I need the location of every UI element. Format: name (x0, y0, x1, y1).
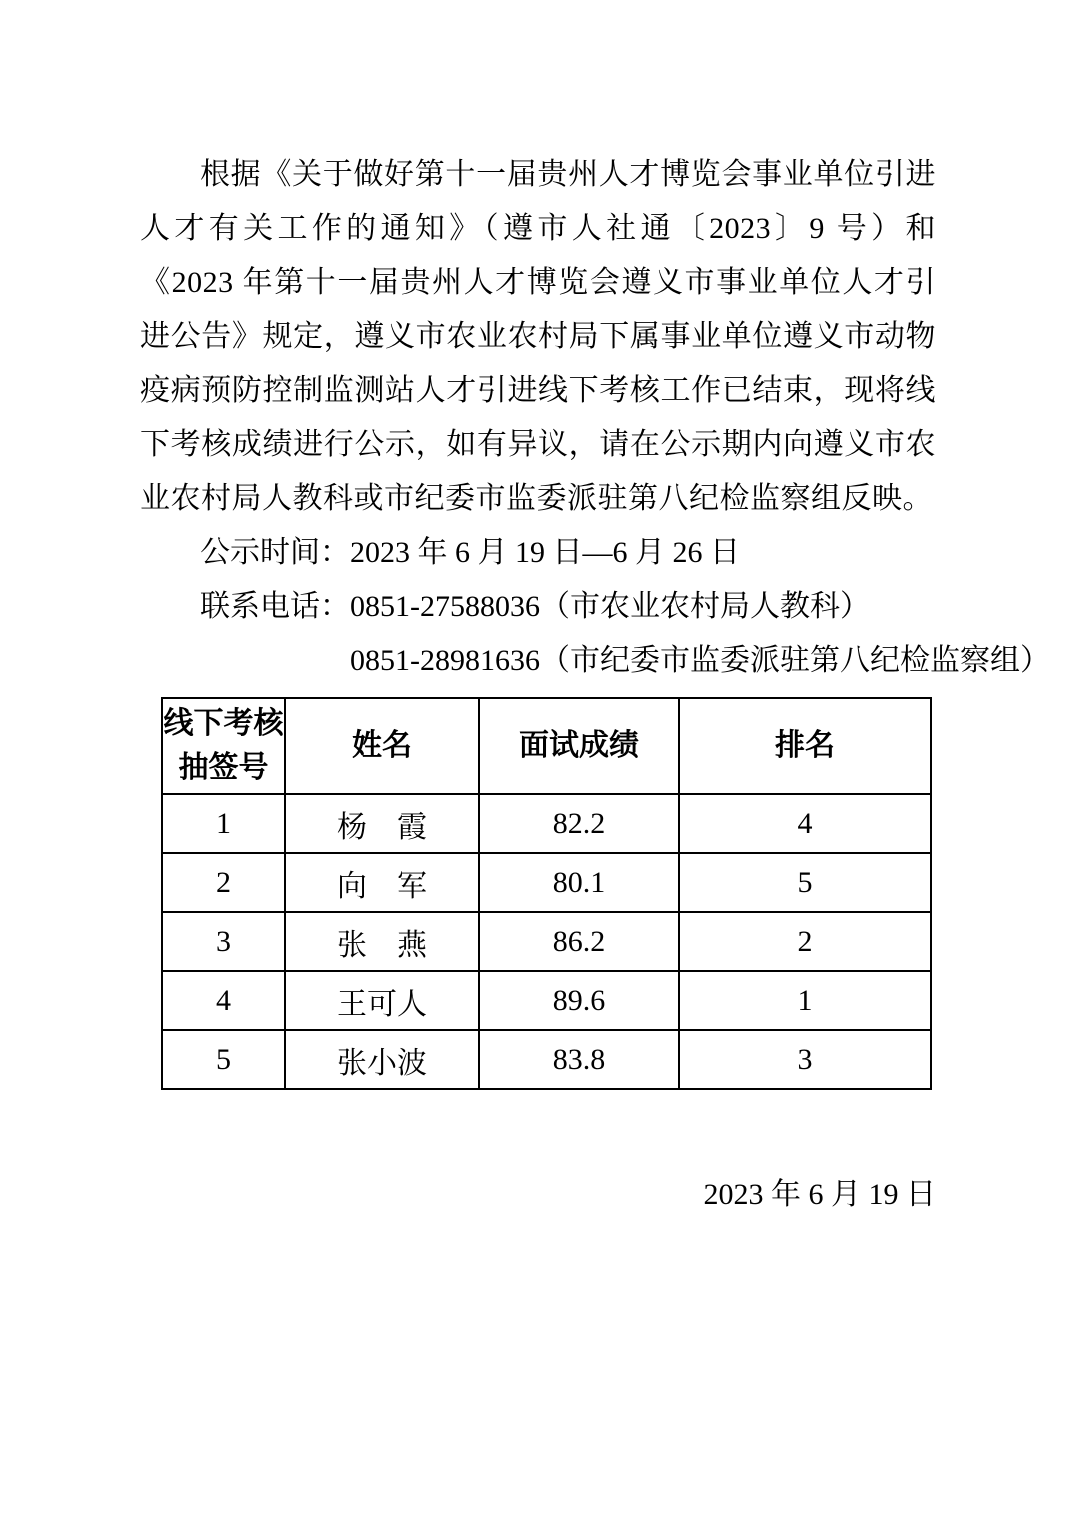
contact-phone-line-1 (140, 580, 936, 634)
cell-name: 王可人 (285, 971, 479, 1030)
table-row (162, 912, 931, 971)
contact-label: 联系电话： (200, 590, 350, 623)
cell-lottery-number: 2 (162, 853, 285, 912)
publicity-time-value: 2023 年 6 月 19 日—6 月 26 日 (350, 536, 740, 569)
cell-rank: 3 (679, 1030, 931, 1089)
cell-rank: 5 (679, 853, 931, 912)
cell-name: 杨 霞 (285, 794, 479, 853)
cell-rank: 4 (679, 794, 931, 853)
cell-name: 向 军 (285, 853, 479, 912)
cell-rank: 1 (679, 971, 931, 1030)
cell-name: 张小波 (285, 1030, 479, 1089)
cell-lottery-number: 3 (162, 912, 285, 971)
score-table-body (162, 794, 931, 1089)
table-row (162, 794, 931, 853)
publicity-time-line (140, 526, 936, 580)
cell-rank: 2 (679, 912, 931, 971)
contact-phone-line-2: 0851-28981636（市纪委市监委派驻第八纪检监察组） (350, 644, 1050, 677)
col-header-name: 姓名 (285, 698, 479, 794)
table-row (162, 1030, 931, 1089)
cell-lottery-number: 4 (162, 971, 285, 1030)
col-header-lottery-number-line1: 线下考核 (163, 707, 284, 740)
col-header-interview-score: 面试成绩 (479, 698, 679, 794)
col-header-lottery-number (162, 698, 285, 794)
sign-date: 2023 年 6 月 19 日 (703, 1178, 936, 1211)
cell-lottery-number: 5 (162, 1030, 285, 1089)
contact-phone-1: 0851-27588036（市农业农村局人教科） (350, 590, 870, 623)
cell-interview-score: 80.1 (479, 853, 679, 912)
header-row (162, 698, 931, 794)
score-table (161, 697, 932, 1090)
col-header-lottery-number-line2: 抽签号 (178, 751, 269, 784)
cell-interview-score: 86.2 (479, 912, 679, 971)
document-content (140, 148, 1050, 1222)
cell-interview-score: 89.6 (479, 971, 679, 1030)
table-row (162, 853, 931, 912)
cell-name: 张 燕 (285, 912, 479, 971)
cell-lottery-number: 1 (162, 794, 285, 853)
score-table-header (162, 698, 931, 794)
table-row (162, 971, 931, 1030)
cell-interview-score: 82.2 (479, 794, 679, 853)
cell-interview-score: 83.8 (479, 1030, 679, 1089)
announcement-paragraph: 根据《关于做好第十一届贵州人才博览会事业单位引进人才有关工作的通知》（遵市人社通〔2023〕9 号）和《2023 年第十一届贵州人才博览会遵义市事业单位人才引进公告》规定，遵义市农业农村局下属事业单位遵义市动物疫病预防控制监测站人才引进线下考核工作已结束，现将线下考核成绩进行公示，如有异议，请在公示期内向遵义市农业农村局人教科或市纪委市监委派驻第八纪检监察组反映。 (140, 158, 936, 515)
publicity-time-label: 公示时间： (200, 536, 350, 569)
col-header-rank: 排名 (679, 698, 931, 794)
